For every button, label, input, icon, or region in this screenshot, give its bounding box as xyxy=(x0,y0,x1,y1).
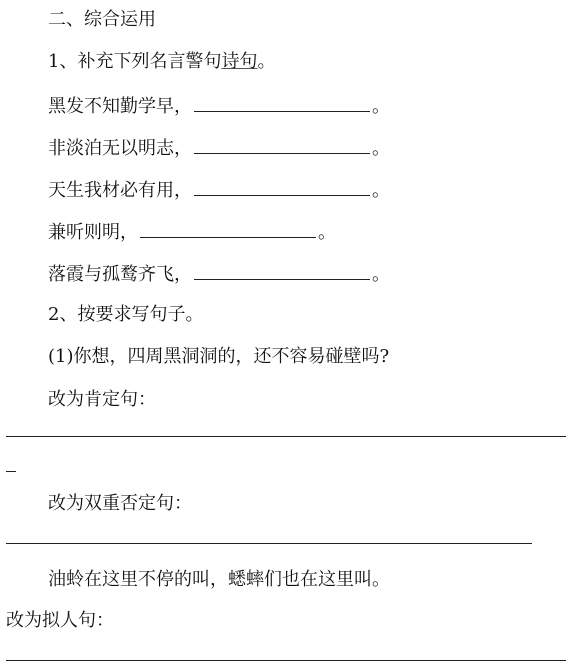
answer-line-personify[interactable] xyxy=(6,660,566,661)
answer-line-double-negative[interactable] xyxy=(6,543,532,544)
quote-item-end: 。 xyxy=(372,138,390,159)
question-1-heading xyxy=(48,50,275,74)
fill-in-blank[interactable] xyxy=(194,135,370,154)
quote-item-2 xyxy=(48,135,390,161)
sentence-to-rewrite: 油蛉在这里不停的叫，蟋蟀们也在这里叫。 xyxy=(48,569,390,590)
quote-item-4 xyxy=(48,219,336,245)
question-1-suffix: 。 xyxy=(257,51,276,72)
question-2-sub-1: (1)你想，四周黑洞洞的，还不容易碰壁吗? xyxy=(48,346,390,367)
question-2-heading: 2、按要求写句子。 xyxy=(48,304,204,325)
fill-in-blank[interactable] xyxy=(194,93,370,112)
question-1-prefix: 1、补充下列名言警句 xyxy=(48,51,222,72)
quote-item-text: 落霞与孤鹜齐飞， xyxy=(48,264,192,285)
section-title: 二、综合运用 xyxy=(48,9,156,30)
quote-item-5 xyxy=(48,261,390,287)
quote-item-end: 。 xyxy=(372,96,390,117)
quote-item-1 xyxy=(48,93,390,119)
quote-item-text: 兼听则明， xyxy=(48,222,138,243)
fill-in-blank[interactable] xyxy=(194,177,370,196)
quote-item-end: 。 xyxy=(372,180,390,201)
quote-item-text: 天生我材必有用， xyxy=(48,180,192,201)
double-negative-label: 改为双重否定句： xyxy=(48,493,192,514)
quote-item-3 xyxy=(48,177,390,203)
affirmative-label: 改为肯定句： xyxy=(48,389,156,410)
quote-item-end: 。 xyxy=(372,264,390,285)
answer-line-affirmative[interactable] xyxy=(6,436,566,437)
quote-item-end: 。 xyxy=(318,222,336,243)
fill-in-blank[interactable] xyxy=(140,219,316,238)
quote-item-text: 黑发不知勤学早， xyxy=(48,96,192,117)
answer-line-affirmative-continuation[interactable] xyxy=(6,471,16,472)
personify-label: 改为拟人句： xyxy=(6,610,114,631)
fill-in-blank[interactable] xyxy=(194,261,370,280)
quote-item-text: 非淡泊无以明志， xyxy=(48,138,192,159)
question-1-underlined-word: 诗句 xyxy=(221,51,258,72)
